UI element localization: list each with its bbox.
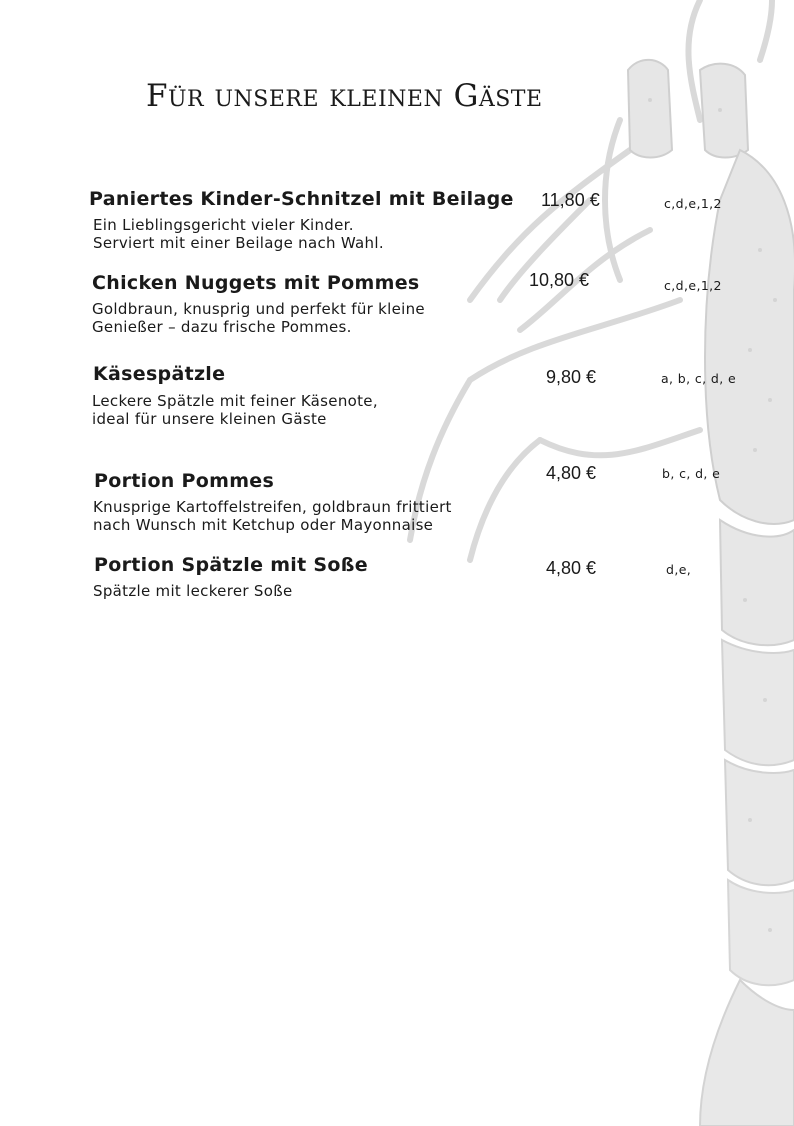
description-line: Leckere Spätzle mit feiner Käsenote, <box>92 392 378 410</box>
menu-item-name: Chicken Nuggets mit Pommes <box>92 272 420 294</box>
description-line: Genießer – dazu frische Pommes. <box>92 318 352 336</box>
menu-item-price: 9,80 € <box>546 367 597 387</box>
description-line: Knusprige Kartoffelstreifen, goldbraun frittiert <box>93 498 452 516</box>
page-title: Für unsere kleinen Gäste <box>146 78 543 114</box>
description-line: ideal für unsere kleinen Gäste <box>92 410 327 428</box>
menu-item-description <box>92 392 378 428</box>
menu-item-description <box>93 216 384 252</box>
description-line: Spätzle mit leckerer Soße <box>93 582 293 600</box>
description-line: Serviert mit einer Beilage nach Wahl. <box>93 234 384 252</box>
menu-item-allergens: c,d,e,1,2 <box>664 196 722 211</box>
menu-item-allergens: b, c, d, e <box>662 466 721 481</box>
menu-item-description <box>92 300 425 336</box>
menu-item-price: 11,80 € <box>541 190 600 210</box>
menu-item-name: Käsespätzle <box>93 363 226 385</box>
menu-item-description <box>93 582 292 600</box>
menu-item-price: 4,80 € <box>546 558 597 578</box>
menu-item-description <box>93 498 452 534</box>
menu-item-name: Portion Spätzle mit Soße <box>94 554 368 576</box>
menu-item-price: 4,80 € <box>546 463 597 483</box>
menu-item-allergens: c,d,e,1,2 <box>664 278 722 293</box>
menu-item-allergens: d,e, <box>666 562 692 577</box>
menu-item-allergens: a, b, c, d, e <box>661 371 737 386</box>
menu-item-name: Portion Pommes <box>94 470 275 492</box>
menu-item-name: Paniertes Kinder-Schnitzel mit Beilage <box>89 188 514 210</box>
description-line: Goldbraun, knusprig und perfekt für kleine <box>92 300 425 318</box>
menu-item-price: 10,80 € <box>529 270 590 290</box>
description-line: nach Wunsch mit Ketchup oder Mayonnaise <box>93 516 434 534</box>
description-line: Ein Lieblingsgericht vieler Kinder. <box>93 216 354 234</box>
